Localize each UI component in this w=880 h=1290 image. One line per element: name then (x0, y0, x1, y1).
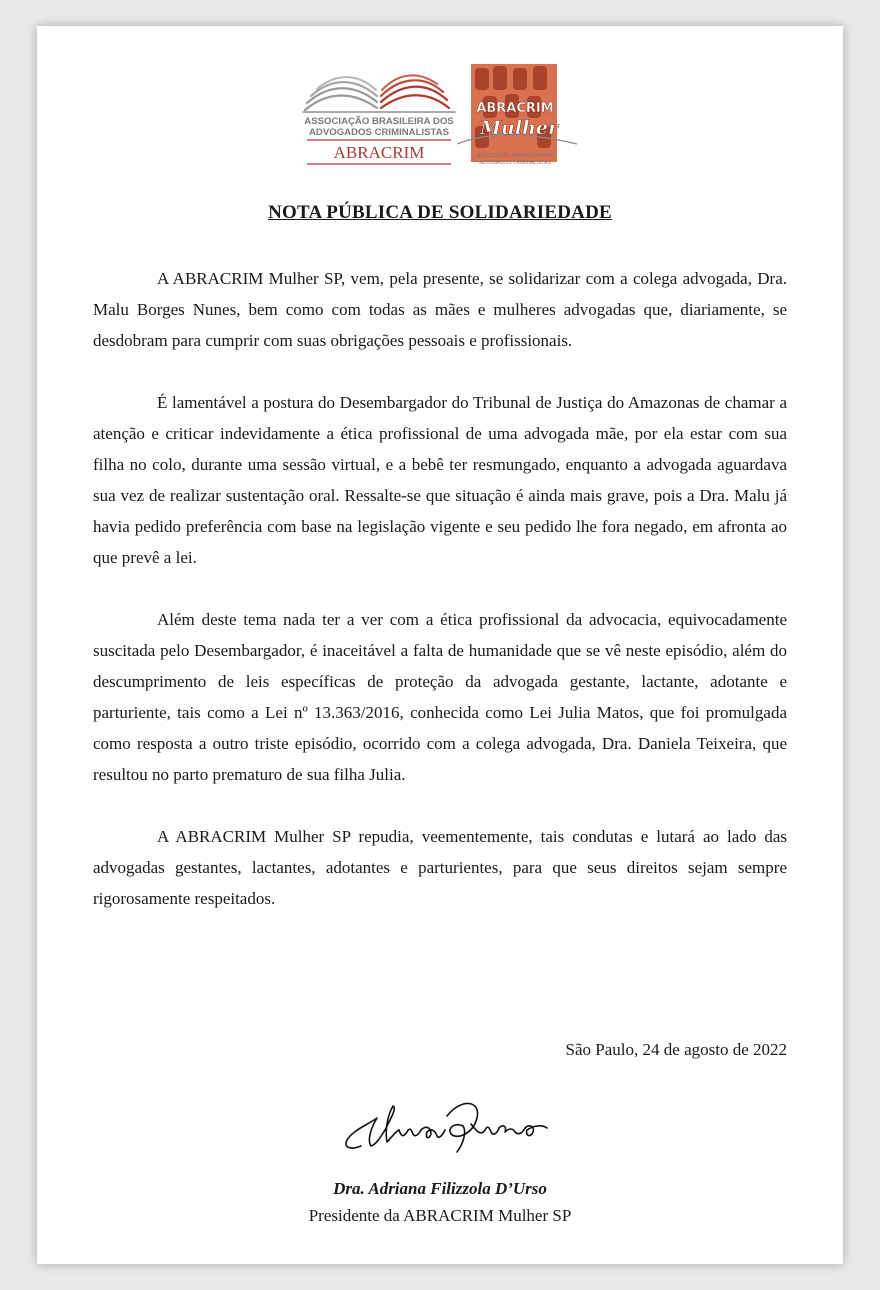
mulher-logo-line2: Mulher (480, 117, 558, 139)
document-body (93, 263, 787, 945)
abracrim-logo-name: ABRACRIM (333, 143, 425, 162)
document-page (37, 26, 843, 1264)
date-line: São Paulo, 24 de agosto de 2022 (565, 1040, 787, 1059)
handwritten-signature (321, 1088, 567, 1166)
abracrim-mulher-logo (457, 62, 581, 174)
mulher-logo-line1: ABRACRIM (476, 101, 554, 116)
mulher-logo-caption1: ASSOCIAÇÃO BRASILEIRA DOS (477, 153, 553, 159)
header-logos (37, 70, 843, 190)
signer-role: Presidente da ABRACRIM Mulher SP (308, 1206, 572, 1225)
paragraph-3: Além deste tema nada ter a ver com a ética profissional da advocacia, equivocadamente suscitada pelo Desembargador, é inaceitável a falta de humanidade que se vê neste episódio, além do descumprimento de leis específicas de proteção da advogada gestante, lactante, adotante e parturiente, tais como a Lei nº 13.363/2016, conhecida como Lei Julia Matos, que foi promulgada como resposta a outro triste episódio, ocorrido com a colega advogada, Dra. Daniela Teixeira, que resultou no parto prematuro de sua filha Julia. (93, 610, 787, 784)
abracrim-logo-line2: ADVOGADOS CRIMINALISTAS (309, 127, 449, 138)
document-title: NOTA PÚBLICA DE SOLIDARIEDADE (268, 202, 612, 223)
abracrim-logo-line1: ASSOCIAÇÃO BRASILEIRA DOS (304, 116, 454, 127)
paragraph-4: A ABRACRIM Mulher SP repudia, veementemente, tais condutas e lutará ao lado das advogadas gestantes, lactantes, adotantes e parturientes, para que seus direitos sejam sempre rigorosamente respeitados. (93, 827, 787, 908)
mulher-logo-caption2: ADVOGADOS CRIMINALISTAS (479, 160, 551, 166)
signer-name: Dra. Adriana Filizzola D’Urso (333, 1179, 547, 1198)
paragraph-2: É lamentável a postura do Desembargador do Tribunal de Justiça do Amazonas de chamar a atenção e criticar indevidamente a ética profissional de uma advogada mãe, por ela estar com sua filha no colo, durante uma sessão virtual, e a bebê ter resmungado, enquanto a advogada aguardava sua vez de realizar sustentação oral. Ressalte-se que situação é ainda mais grave, pois a Dra. Malu já havia pedido preferência com base na legislação vigente e seu pedido lhe fora negado, em afronta ao que prevê a lei. (93, 393, 787, 567)
abracrim-logo (299, 70, 459, 170)
paragraph-1: A ABRACRIM Mulher SP, vem, pela presente, se solidarizar com a colega advogada, Dra. Malu Borges Nunes, bem como com todas as mães e mulheres advogadas que, diariamente, se desdobram para cumprir com suas obrigações pessoais e profissionais. (93, 269, 787, 350)
